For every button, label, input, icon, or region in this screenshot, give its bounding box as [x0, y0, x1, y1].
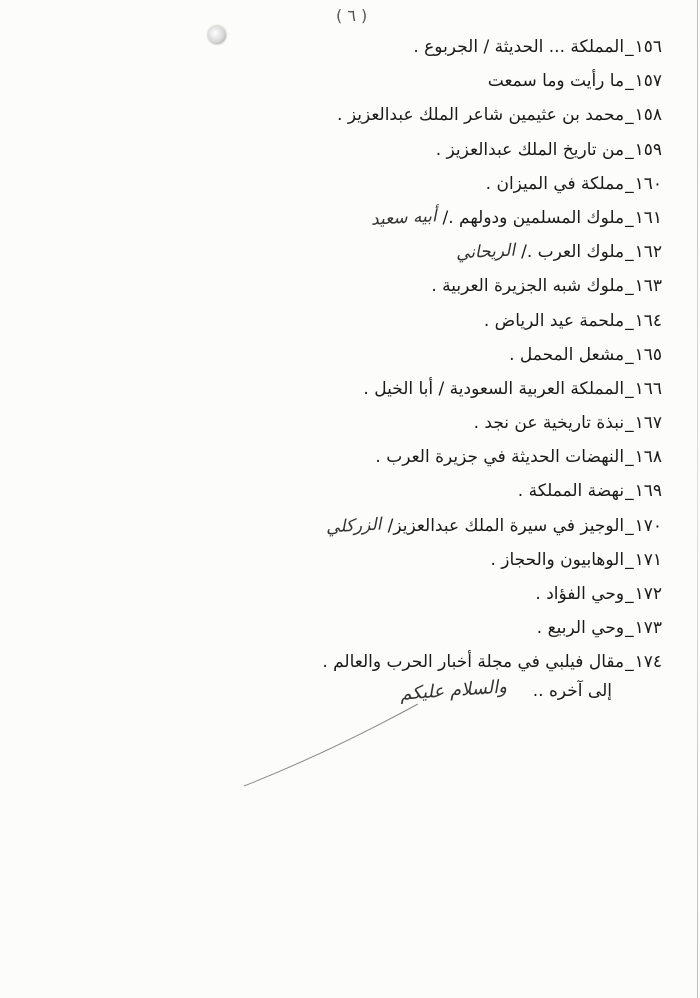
- pen-stroke: [240, 700, 420, 790]
- list-item: [62, 201, 662, 235]
- entry-dash: _: [625, 310, 634, 331]
- entry-number: ١٦٣: [634, 276, 662, 297]
- entry-number: ١٦٥: [634, 344, 662, 365]
- entry-dash: _: [625, 71, 634, 92]
- entry-title: وحي الربيع .: [536, 618, 625, 639]
- list-item: [62, 304, 662, 338]
- list-item: [62, 645, 662, 679]
- list-item: [62, 30, 662, 64]
- entry-number: ١٧١: [634, 549, 662, 570]
- list-item: [62, 543, 662, 577]
- list-item: [62, 577, 662, 611]
- entry-dash: _: [625, 139, 634, 160]
- entry-title: ملوك العرب ./: [521, 242, 625, 263]
- entry-title: الوهابيون والحجاز .: [490, 549, 625, 570]
- entry-title: نبذة تاريخية عن نجد .: [473, 413, 625, 434]
- list-item: [62, 64, 662, 98]
- entry-title: النهضات الحديثة في جزيرة العرب .: [375, 447, 625, 468]
- list-item: [62, 235, 662, 269]
- entry-number: ١٦٨: [634, 447, 662, 468]
- entry-number: ١٧٢: [634, 584, 662, 604]
- entry-title: المملكة ... الحديثة / الجربوع .: [413, 37, 625, 57]
- entry-dash: _: [625, 481, 634, 502]
- entry-dash: _: [625, 173, 634, 194]
- entry-dash: _: [625, 276, 634, 297]
- entry-title: ما رأيت وما سمعت: [487, 71, 625, 92]
- entry-number: ١٥٦: [634, 37, 662, 57]
- entry-number: ١٥٩: [634, 139, 662, 160]
- entry-dash: _: [625, 105, 634, 126]
- entry-number: ١٧٠: [634, 515, 662, 536]
- entry-title: محمد بن عثيمين شاعر الملك عبدالعزيز .: [337, 105, 625, 126]
- entry-dash: _: [625, 447, 634, 468]
- entry-title: ملحمة عيد الرياض .: [483, 310, 625, 331]
- entry-title: ملوك شبه الجزيرة العربية .: [431, 276, 625, 297]
- handwritten-annotation: أبيه سعيد: [370, 206, 437, 230]
- entry-title: الوجيز في سيرة الملك عبدالعزيز/: [387, 515, 625, 536]
- entry-number: ١٦٠: [634, 173, 662, 194]
- list-item: [62, 338, 662, 372]
- entry-number: ١٦٢: [634, 242, 662, 263]
- list-item: [62, 167, 662, 201]
- entry-dash: _: [625, 618, 634, 639]
- handwritten-signature: والسلام عليكم: [399, 676, 508, 705]
- entry-title: مقال فيلبي في مجلة أخبار الحرب والعالم .: [322, 652, 625, 673]
- entry-title: نهضة المملكة .: [517, 481, 625, 502]
- entry-number: ١٥٨: [634, 105, 662, 126]
- list-item: [62, 269, 662, 303]
- entry-dash: _: [625, 207, 634, 228]
- list-item: [62, 406, 662, 440]
- list-item: [62, 372, 662, 406]
- bibliography-list: [62, 30, 662, 680]
- page-number: ( ٦ ): [336, 6, 368, 25]
- list-item: [62, 440, 662, 474]
- entry-dash: _: [625, 344, 634, 365]
- list-item: [62, 509, 662, 543]
- entry-title: من تاريخ الملك عبدالعزيز .: [435, 139, 625, 160]
- entry-number: ١٦١: [634, 207, 662, 228]
- entry-dash: _: [625, 652, 634, 673]
- entry-number: ١٧٣: [634, 618, 662, 639]
- entry-dash: _: [625, 413, 634, 434]
- handwritten-annotation: الريحاني: [455, 240, 516, 264]
- list-item: [62, 98, 662, 132]
- entry-dash: _: [625, 584, 634, 604]
- entry-title: المملكة العربية السعودية / أبا الخيل .: [363, 378, 625, 399]
- list-item: [62, 611, 662, 645]
- closing-text: إلى آخره ..: [532, 680, 612, 701]
- list-item: [62, 474, 662, 508]
- entry-number: ١٥٧: [634, 71, 662, 92]
- entry-title: وحي الفؤاد .: [535, 584, 625, 604]
- entry-title: ملوك المسلمين ودولهم ./: [442, 207, 625, 228]
- entry-dash: _: [625, 515, 634, 536]
- handwritten-annotation: الزركلي: [325, 514, 383, 538]
- entry-dash: _: [625, 242, 634, 263]
- entry-number: ١٦٦: [634, 378, 662, 399]
- entry-number: ١٦٧: [634, 413, 662, 434]
- entry-number: ١٦٩: [634, 481, 662, 502]
- entry-dash: _: [625, 549, 634, 570]
- entry-title: مشعل المحمل .: [509, 344, 625, 365]
- entry-dash: _: [625, 37, 634, 57]
- entry-title: مملكة في الميزان .: [485, 173, 625, 194]
- entry-number: ١٦٤: [634, 310, 662, 331]
- entry-dash: _: [625, 378, 634, 399]
- page-edge-line: [697, 0, 698, 998]
- entry-number: ١٧٤: [634, 652, 662, 673]
- list-item: [62, 133, 662, 167]
- closing-line: [399, 676, 612, 705]
